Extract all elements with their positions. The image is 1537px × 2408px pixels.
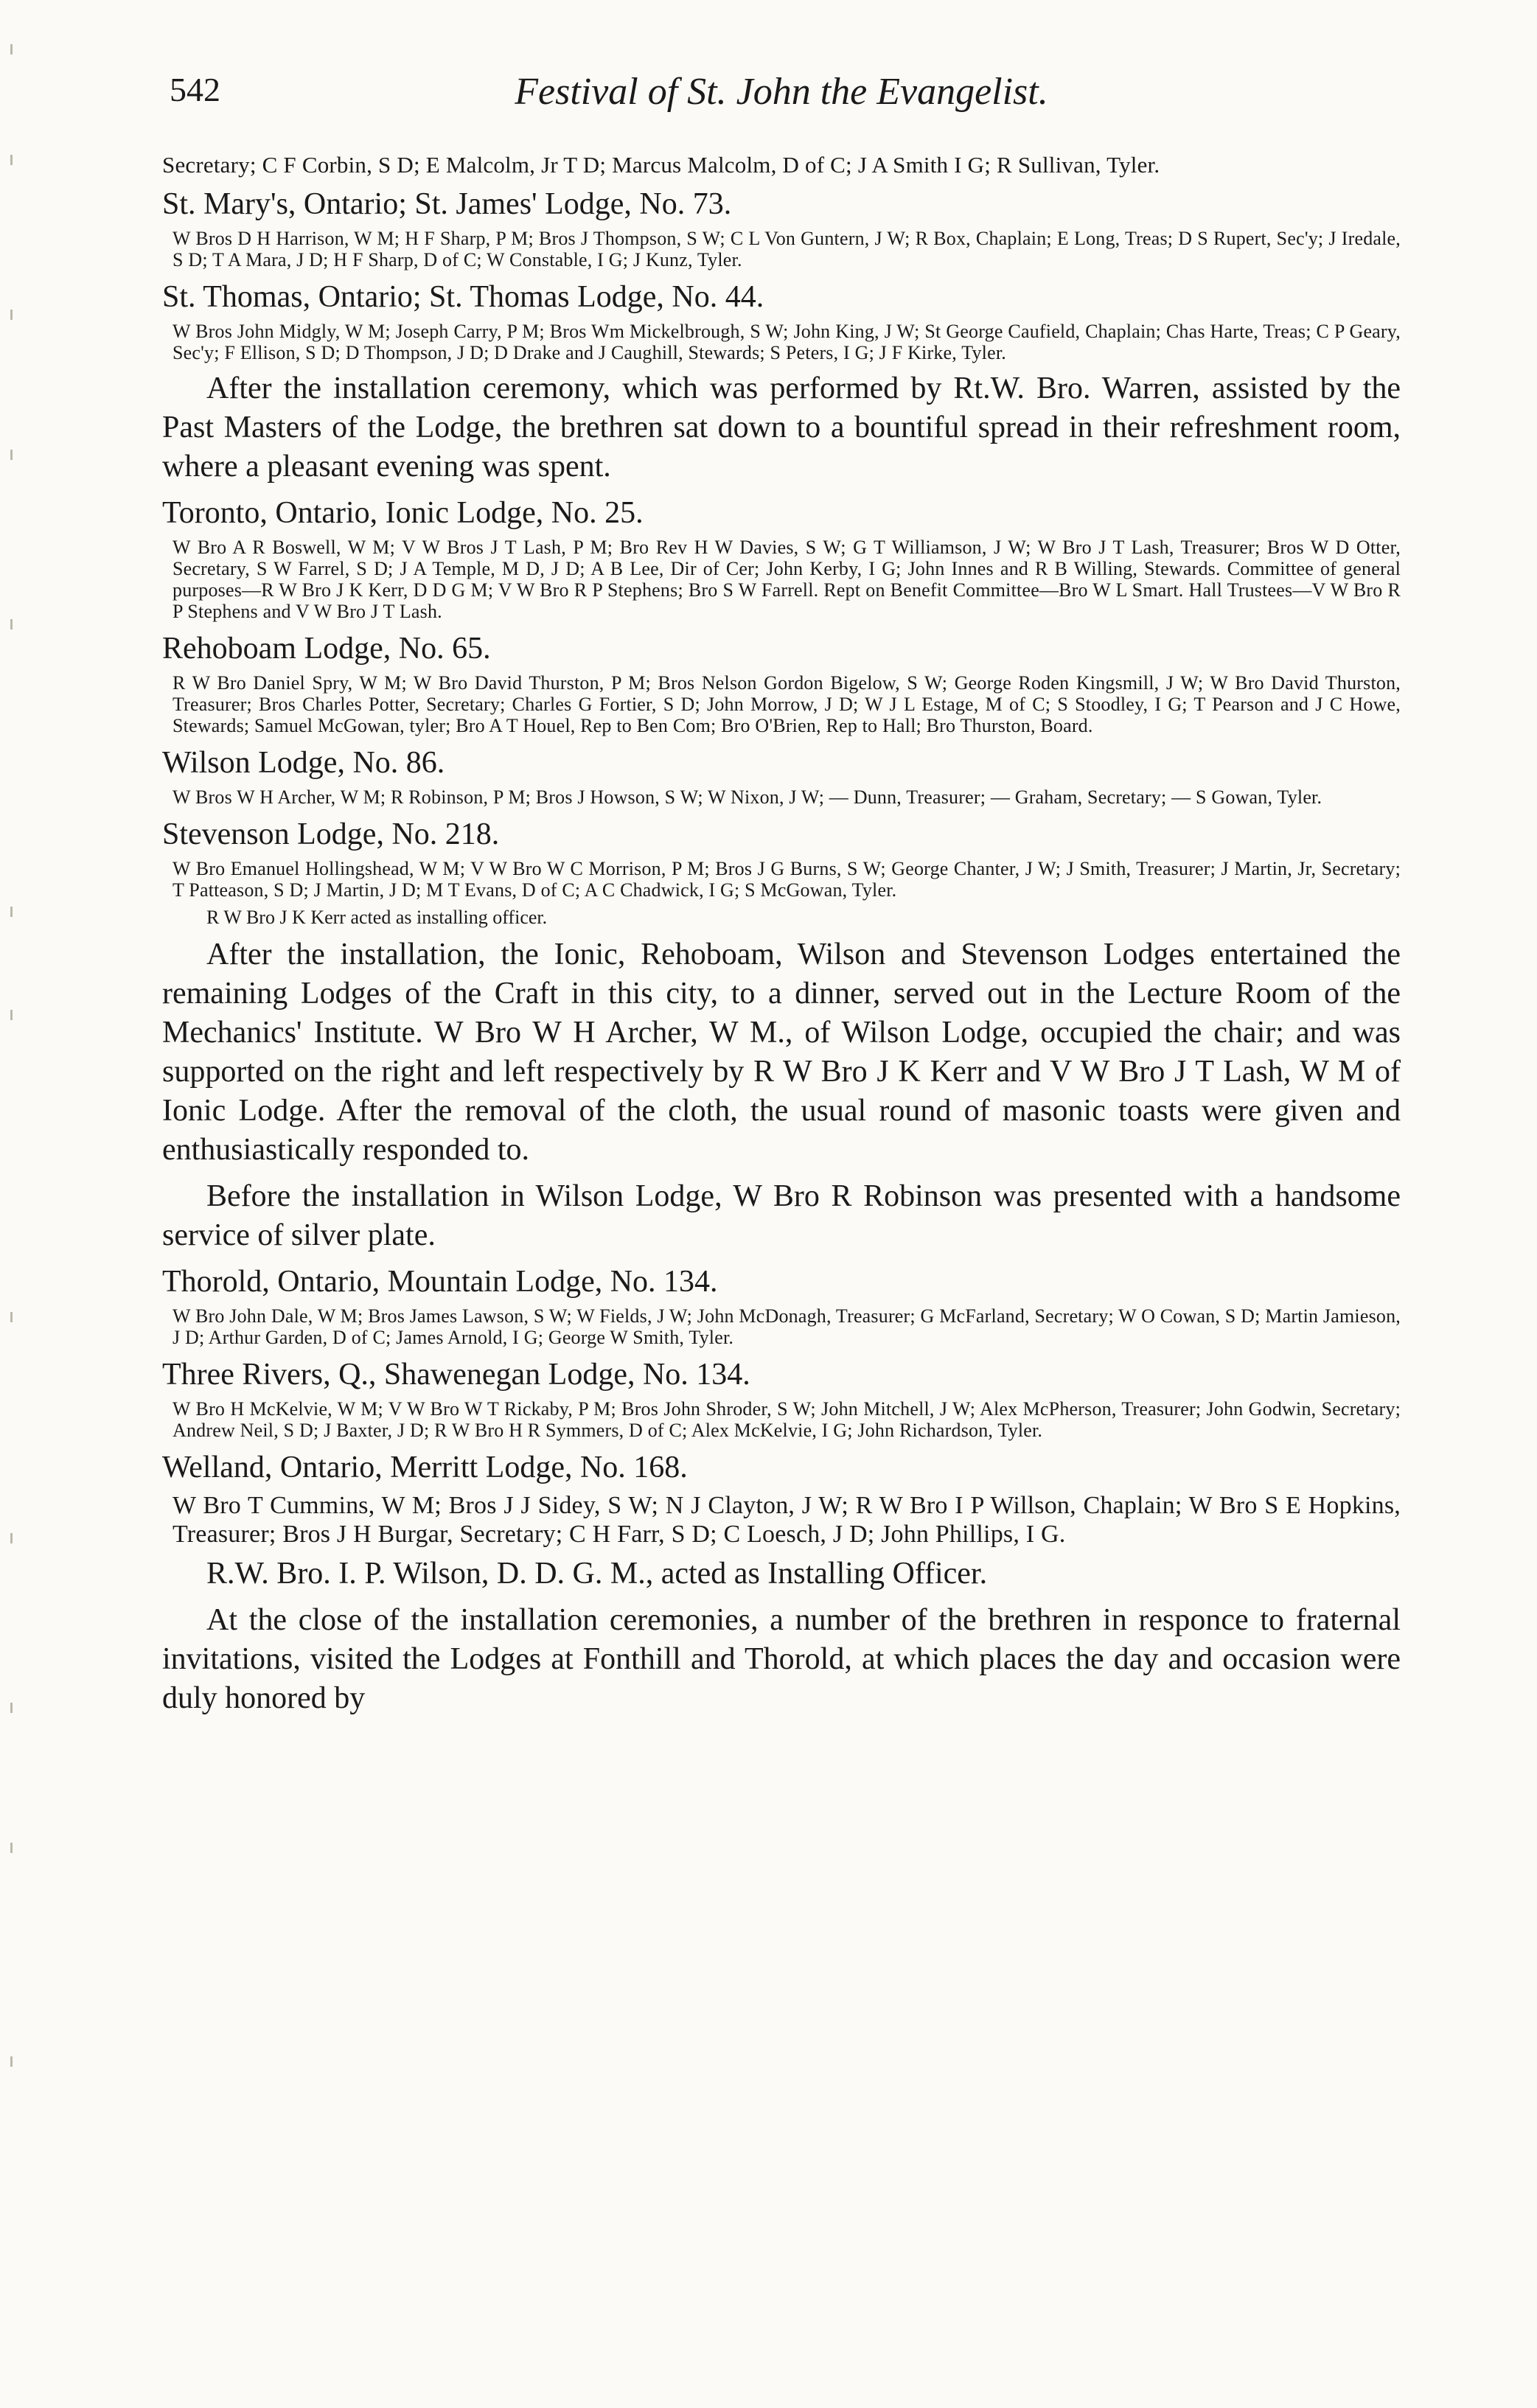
narrative-paragraph: Before the installation in Wilson Lodge, W Bro R Robinson was presented with a handsome service of silver plate. <box>162 1179 1401 1252</box>
lodge-heading: St. Mary's, Ontario; St. James' Lodge, No. 73. <box>162 187 732 221</box>
document-page <box>162 70 1401 1725</box>
installing-note: R W Bro J K Kerr acted as installing officer. <box>206 907 548 928</box>
officer-list: R W Bro Daniel Spry, W M; W Bro David Thurston, P M; Bros Nelson Gordon Bigelow, S W; George Roden Kingsmill, J W; W Bro David Thurston, Treasurer; Bros Charles Potter, Secretary; Charles G Fortier, S D; John Morrow, J D; W J L Estage, M of C; S Stoodley, I G; T Pearson and J C Howe, Stewards; Samuel McGowan, tyler; Bro A T Houel, Rep to Ben Com; Bro O'Brien, Rep to Hall; Bro Thurston, Board. <box>172 672 1401 736</box>
lodge-heading: Wilson Lodge, No. 86. <box>162 746 445 780</box>
officer-list: W Bro John Dale, W M; Bros James Lawson, S W; W Fields, J W; John McDonagh, Treasurer; G McFarland, Secretary; W O Cowan, S D; Martin Jamieson, J D; Arthur Garden, D of C; James Arnold, I G; George W Smith, Tyler. <box>172 1305 1401 1348</box>
lodge-heading: Toronto, Ontario, Ionic Lodge, No. 25. <box>162 496 644 530</box>
officer-list: W Bro H McKelvie, W M; V W Bro W T Rickaby, P M; Bros John Shroder, S W; John Mitchell, J W; Alex McPherson, Treasurer; John Godwin, Secretary; Andrew Neil, S D; J Baxter, J D; R W Bro H R Symmers, D of C; Alex McKelvie, I G; John Richardson, Tyler. <box>172 1398 1401 1441</box>
officer-list: Secretary; C F Corbin, S D; E Malcolm, Jr T D; Marcus Malcolm, D of C; J A Smith I G; R Sullivan, Tyler. <box>162 152 1160 178</box>
page-edge-marks <box>0 0 52 2408</box>
narrative-paragraph: At the close of the installation ceremonies, a number of the brethren in responce to fraternal invitations, visited the Lodges at Fonthill and Thorold, at which places the day and occasion were duly honored by <box>162 1603 1401 1715</box>
officer-list: W Bro A R Boswell, W M; V W Bros J T Lash, P M; Bro Rev H W Davies, S W; G T Williamson, J W; W Bro J T Lash, Treasurer; Bros W D Otter, Secretary, S W Farrel, S D; J A Temple, M D, J D; A B Lee, Dir of Cer; John Kerby, I G; John Innes and R B Willing, Stewards. Committee of general purposes—R W Bro J K Kerr, D D G M; V W Bro R P Stephens; Bro S W Farrell. Rept on Benefit Committee—Bro W L Smart. Hall Trustees—V W Bro R P Stephens and V W Bro J T Lash. <box>172 537 1401 622</box>
lodge-heading: Rehoboam Lodge, No. 65. <box>162 632 491 666</box>
running-title: Festival of St. John the Evangelist. <box>515 71 1048 113</box>
narrative-paragraph: After the installation ceremony, which was performed by Rt.W. Bro. Warren, assisted by the Past Masters of the Lodge, the brethren sat down to a bountiful spread in their refreshment room, where a pleasant evening was spent. <box>162 371 1401 484</box>
narrative-paragraph: R.W. Bro. I. P. Wilson, D. D. G. M., acted as Installing Officer. <box>206 1557 988 1591</box>
lodge-heading: St. Thomas, Ontario; St. Thomas Lodge, No. 44. <box>162 280 764 314</box>
lodge-heading: Thorold, Ontario, Mountain Lodge, No. 134. <box>162 1265 718 1299</box>
officer-list: W Bros W H Archer, W M; R Robinson, P M; Bros J Howson, S W; W Nixon, J W; — Dunn, Treasurer; — Graham, Secretary; — S Gowan, Tyler. <box>172 786 1322 808</box>
lodge-heading: Welland, Ontario, Merritt Lodge, No. 168. <box>162 1451 688 1484</box>
officer-list: W Bro Emanuel Hollingshead, W M; V W Bro W C Morrison, P M; Bros J G Burns, S W; George Chanter, J W; J Smith, Treasurer; J Martin, Jr, Secretary; T Patteason, S D; J Martin, J D; M T Evans, D of C; A C Chadwick, I G; S McGowan, Tyler. <box>172 858 1401 901</box>
officer-list: W Bros D H Harrison, W M; H F Sharp, P M; Bros J Thompson, S W; C L Von Guntern, J W; R Box, Chaplain; E Long, Treas; D S Rupert, Sec'y; J Iredale, S D; T A Mara, J D; H F Sharp, D of C; W Constable, I G; J Kunz, Tyler. <box>172 228 1401 271</box>
narrative-paragraph: After the installation, the Ionic, Rehoboam, Wilson and Stevenson Lodges entertained the remaining Lodges of the Craft in this city, to a dinner, served out in the Lecture Room of the Mechanics' Institute. W Bro W H Archer, W M., of Wilson Lodge, occupied the chair; and was supported on the right and left respectively by R W Bro J K Kerr and V W Bro J T Lash, W M of Ionic Lodge. After the removal of the cloth, the usual round of masonic toasts were given and enthusiastically responded to. <box>162 938 1401 1167</box>
page-body <box>162 153 1401 1718</box>
lodge-heading: Three Rivers, Q., Shawenegan Lodge, No. 134. <box>162 1358 750 1392</box>
page-header <box>162 70 1401 133</box>
officer-list: W Bro T Cummins, W M; Bros J J Sidey, S W; N J Clayton, J W; R W Bro I P Willson, Chaplain; W Bro S E Hopkins, Treasurer; Bros J H Burgar, Secretary; C H Farr, S D; C Loesch, J D; John Phillips, I G. <box>172 1492 1401 1548</box>
officer-list: W Bros John Midgly, W M; Joseph Carry, P M; Bros Wm Mickelbrough, S W; John King, J W; St George Caufield, Chaplain; Chas Harte, Treas; C P Geary, Sec'y; F Ellison, S D; D Thompson, J D; D Drake and J Caughill, Stewards; S Peters, I G; J F Kirke, Tyler. <box>172 321 1401 363</box>
page-number: 542 <box>170 71 220 108</box>
lodge-heading: Stevenson Lodge, No. 218. <box>162 817 500 851</box>
